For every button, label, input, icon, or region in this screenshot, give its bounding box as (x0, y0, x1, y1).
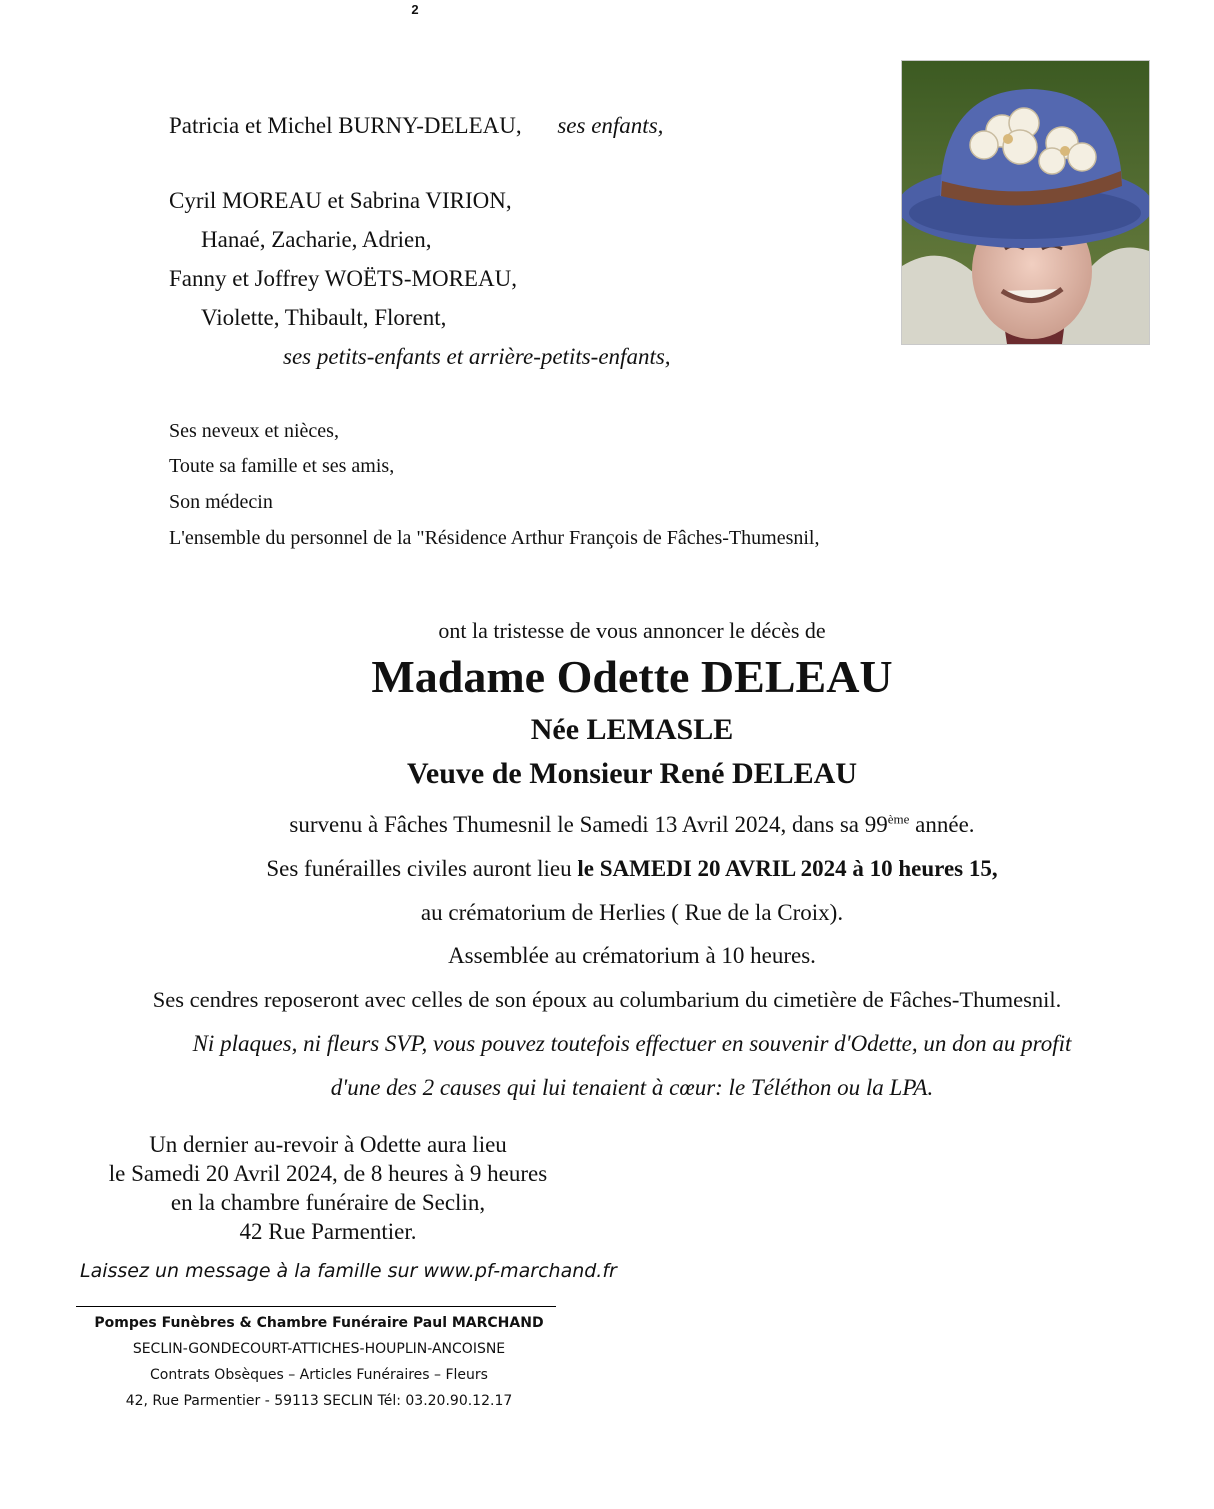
farewell-line-3: en la chambre funéraire de Seclin, (170, 1190, 486, 1215)
others-line-2: Toute sa famille et ses amis, (169, 455, 395, 477)
flowers-line-1: Ni plaques, ni fleurs SVP, vous pouvez toutefois effectuer en souvenir d'Odette, un don au profit (192, 1031, 1072, 1056)
funeral-intro: Ses funérailles civiles auront lieu (266, 856, 578, 881)
deceased-name: Madame Odette DELEAU (371, 651, 893, 702)
death-text-end: année. (909, 812, 975, 837)
others-line-3: Son médecin (169, 491, 273, 513)
grandchildren-line-2: Hanaé, Zacharie, Adrien, (201, 227, 432, 252)
footer-towns: SECLIN-GONDECOURT-ATTICHES-HOUPLIN-ANCOISNE (132, 1341, 506, 1357)
children-names: Patricia et Michel BURNY-DELEAU, (169, 113, 522, 138)
portrait-photo (901, 60, 1150, 345)
death-details (0, 812, 1214, 838)
announcement: ont la tristesse de vous annoncer le décès de (438, 618, 826, 643)
children-relation: ses enfants, (557, 113, 664, 138)
grandchildren-line-1: Cyril MOREAU et Sabrina VIRION, (169, 188, 512, 213)
maiden-name: Née LEMASLE (530, 713, 734, 746)
grandchildren-relation: ses petits-enfants et arrière-petits-enfants, (283, 344, 671, 369)
assembly: Assemblée au crématorium à 10 heures. (448, 943, 816, 968)
death-text: survenu à Fâches Thumesnil le Samedi 13 Avril 2024, dans sa 99 (289, 812, 888, 837)
flowers-line-2: d'une des 2 causes qui lui tenaient à cœur: le Téléthon ou la LPA. (330, 1075, 934, 1100)
ashes: Ses cendres reposeront avec celles de son époux au columbarium du cimetière de Fâches-Thumesnil. (152, 987, 1062, 1012)
footer-divider (76, 1306, 556, 1307)
children-line (169, 113, 663, 139)
farewell-line-1: Un dernier au-revoir à Odette aura lieu (149, 1132, 507, 1157)
footer-address: 42, Rue Parmentier - 59113 SECLIN Tél: 03.20.90.12.17 (125, 1393, 513, 1409)
grandchildren-line-3: Fanny et Joffrey WOËTS-MOREAU, (169, 266, 517, 291)
portrait-illustration (902, 61, 1149, 344)
death-ordinal: ème (887, 811, 910, 827)
footer-company: Pompes Funèbres & Chambre Funéraire Paul MARCHAND (94, 1315, 544, 1331)
page-number: 2 (411, 2, 419, 17)
others-line-4: L'ensemble du personnel de la "Résidence Arthur François de Fâches-Thumesnil, (169, 527, 820, 549)
funeral-place: au crématorium de Herlies ( Rue de la Croix). (420, 900, 844, 925)
message-link[interactable]: Laissez un message à la famille sur www.pf-marchand.fr (80, 1260, 617, 1282)
others-line-1: Ses neveux et nièces, (169, 420, 339, 442)
farewell-line-2: le Samedi 20 Avril 2024, de 8 heures à 9 heures (108, 1161, 548, 1186)
funeral-line (0, 856, 1214, 882)
grandchildren-line-4: Violette, Thibault, Florent, (201, 305, 447, 330)
funeral-date-time: le SAMEDI 20 AVRIL 2024 à 10 heures 15, (577, 856, 998, 881)
farewell-line-4: 42 Rue Parmentier. (239, 1219, 417, 1244)
footer-services: Contrats Obsèques – Articles Funéraires – Fleurs (150, 1367, 488, 1383)
widow-of: Veuve de Monsieur René DELEAU (406, 757, 857, 790)
